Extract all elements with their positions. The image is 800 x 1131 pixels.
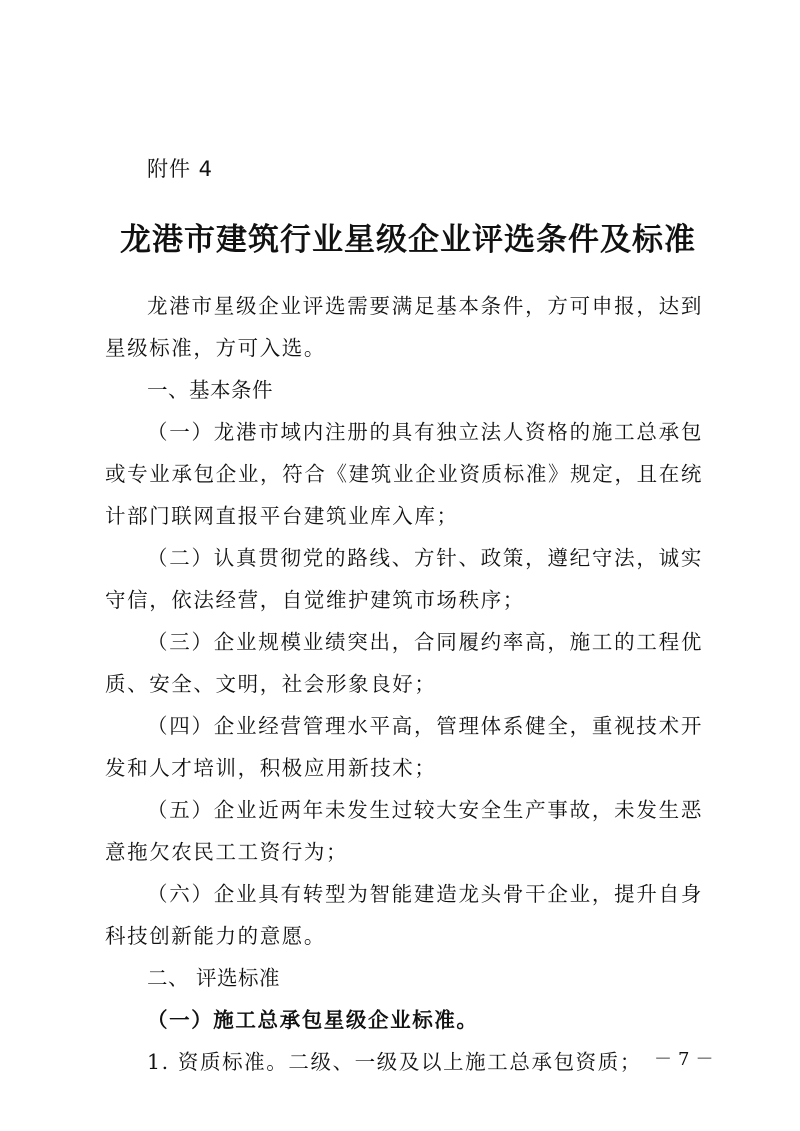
standard-item-1: 1. 资质标准。二级、一级及以上施工总承包资质； (147, 1050, 642, 1074)
condition-item-3: （三）企业规模业绩突出，合同履约率高，施工的工程优质、安全、文明，社会形象良好； (105, 630, 703, 696)
condition-item-5: （五）企业近两年未发生过较大安全生产事故，未发生恶意拖欠农民工工资行为； (105, 798, 703, 864)
section-heading-evaluation-standards: 二、 评选标准 (147, 966, 281, 990)
attachment-label: 附件 4 (147, 157, 214, 181)
condition-item-1: （一）龙港市域内注册的具有独立法人资格的施工总承包或专业承包企业，符合《建筑业企业资质标准》规定，且在统计部门联网直报平台建筑业库入库； (105, 420, 703, 528)
condition-item-2: （二）认真贯彻党的路线、方针、政策，遵纪守法，诚实守信，依法经营，自觉维护建筑市场秩序； (105, 546, 703, 612)
page-number: －7－ (654, 1049, 720, 1070)
intro-paragraph: 龙港市星级企业评选需要满足基本条件，方可申报，达到星级标准，方可入选。 (105, 294, 703, 360)
condition-item-4: （四）企业经营管理水平高，管理体系健全，重视技术开发和人才培训，积极应用新技术； (105, 714, 703, 780)
document-title: 龙港市建筑行业星级企业评选条件及标准 (120, 222, 696, 258)
document-body (105, 285, 703, 1083)
condition-item-6: （六）企业具有转型为智能建造龙头骨干企业，提升自身科技创新能力的意愿。 (105, 882, 703, 948)
section-heading-basic-conditions: 一、基本条件 (147, 378, 273, 402)
subsection-heading-general-contracting: （一）施工总承包星级企业标准。 (147, 1008, 479, 1032)
